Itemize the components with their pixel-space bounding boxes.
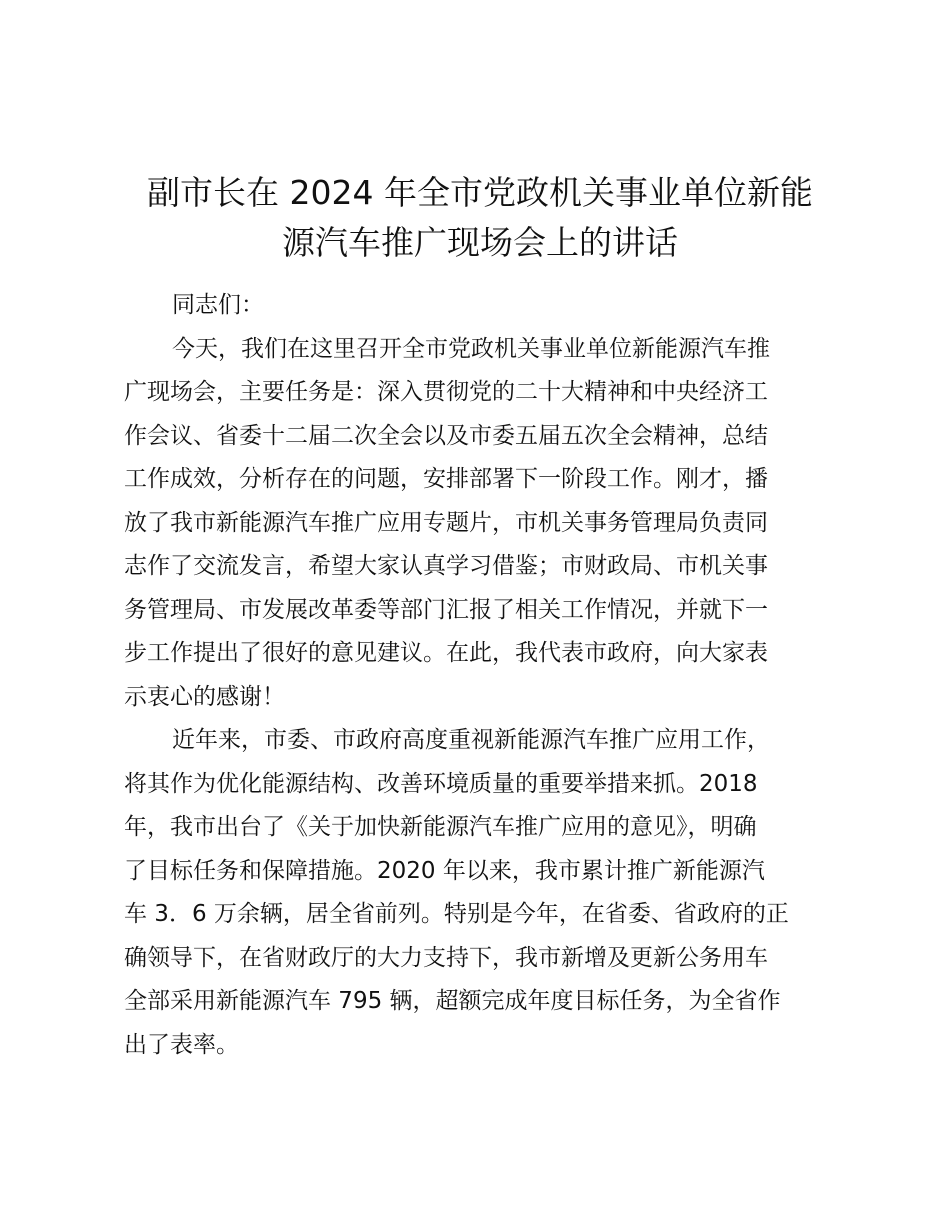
paragraph-line: 务管理局、市发展改革委等部门汇报了相关工作情况，并就下一 [124, 596, 768, 623]
paragraph-line: 工作成效，分析存在的问题，安排部署下一阶段工作。刚才，播 [124, 466, 768, 492]
paragraph-2 [124, 719, 844, 1067]
salutation: 同志们： [172, 292, 264, 318]
paragraph-line: 年，我市出台了《关于加快新能源汽车推广应用的意见》，明确 [124, 814, 757, 840]
document-title [120, 168, 840, 268]
paragraph-line: 放了我市新能源汽车推广应用专题片，市机关事务管理局负责同 [124, 509, 768, 536]
title-line: 源汽车推广现场会上的讲话 [282, 223, 678, 262]
document-body [124, 284, 844, 1067]
paragraph-line: 作会议、省委十二届二次全会以及市委五届五次全会精神，总结 [124, 422, 768, 449]
paragraph-line: 志作了交流发言，希望大家认真学习借鉴；市财政局、市机关事 [124, 553, 768, 579]
paragraph-line: 步工作提出了很好的意见建议。在此，我代表市政府，向大家表 [124, 640, 768, 666]
paragraph-line: 了目标任务和保障措施。2020 年以来，我市累计推广新能源汽 [124, 857, 765, 884]
paragraph-line: 近年来，市委、市政府高度重视新能源汽车推广应用工作， [172, 727, 770, 753]
paragraph-line: 今天，我们在这里召开全市党政机关事业单位新能源汽车推 [172, 335, 770, 362]
title-line: 副市长在 2024 年全市党政机关事业单位新能 [147, 173, 813, 212]
paragraph-line: 全部采用新能源汽车 795 辆，超额完成年度目标任务，为全省作 [124, 988, 781, 1014]
paragraph-line: 车 3．6 万余辆，居全省前列。特别是今年，在省委、省政府的正 [124, 901, 789, 927]
paragraph-line: 示衷心的感谢！ [124, 683, 285, 710]
paragraph-line: 出了表率。 [124, 1031, 239, 1058]
paragraph-line: 广现场会，主要任务是：深入贯彻党的二十大精神和中央经济工 [124, 379, 768, 405]
paragraph-line: 将其作为优化能源结构、改善环境质量的重要举措来抓。2018 [124, 770, 758, 797]
paragraph-1 [124, 328, 844, 720]
paragraph-line: 确领导下，在省财政厅的大力支持下，我市新增及更新公务用车 [124, 944, 768, 971]
